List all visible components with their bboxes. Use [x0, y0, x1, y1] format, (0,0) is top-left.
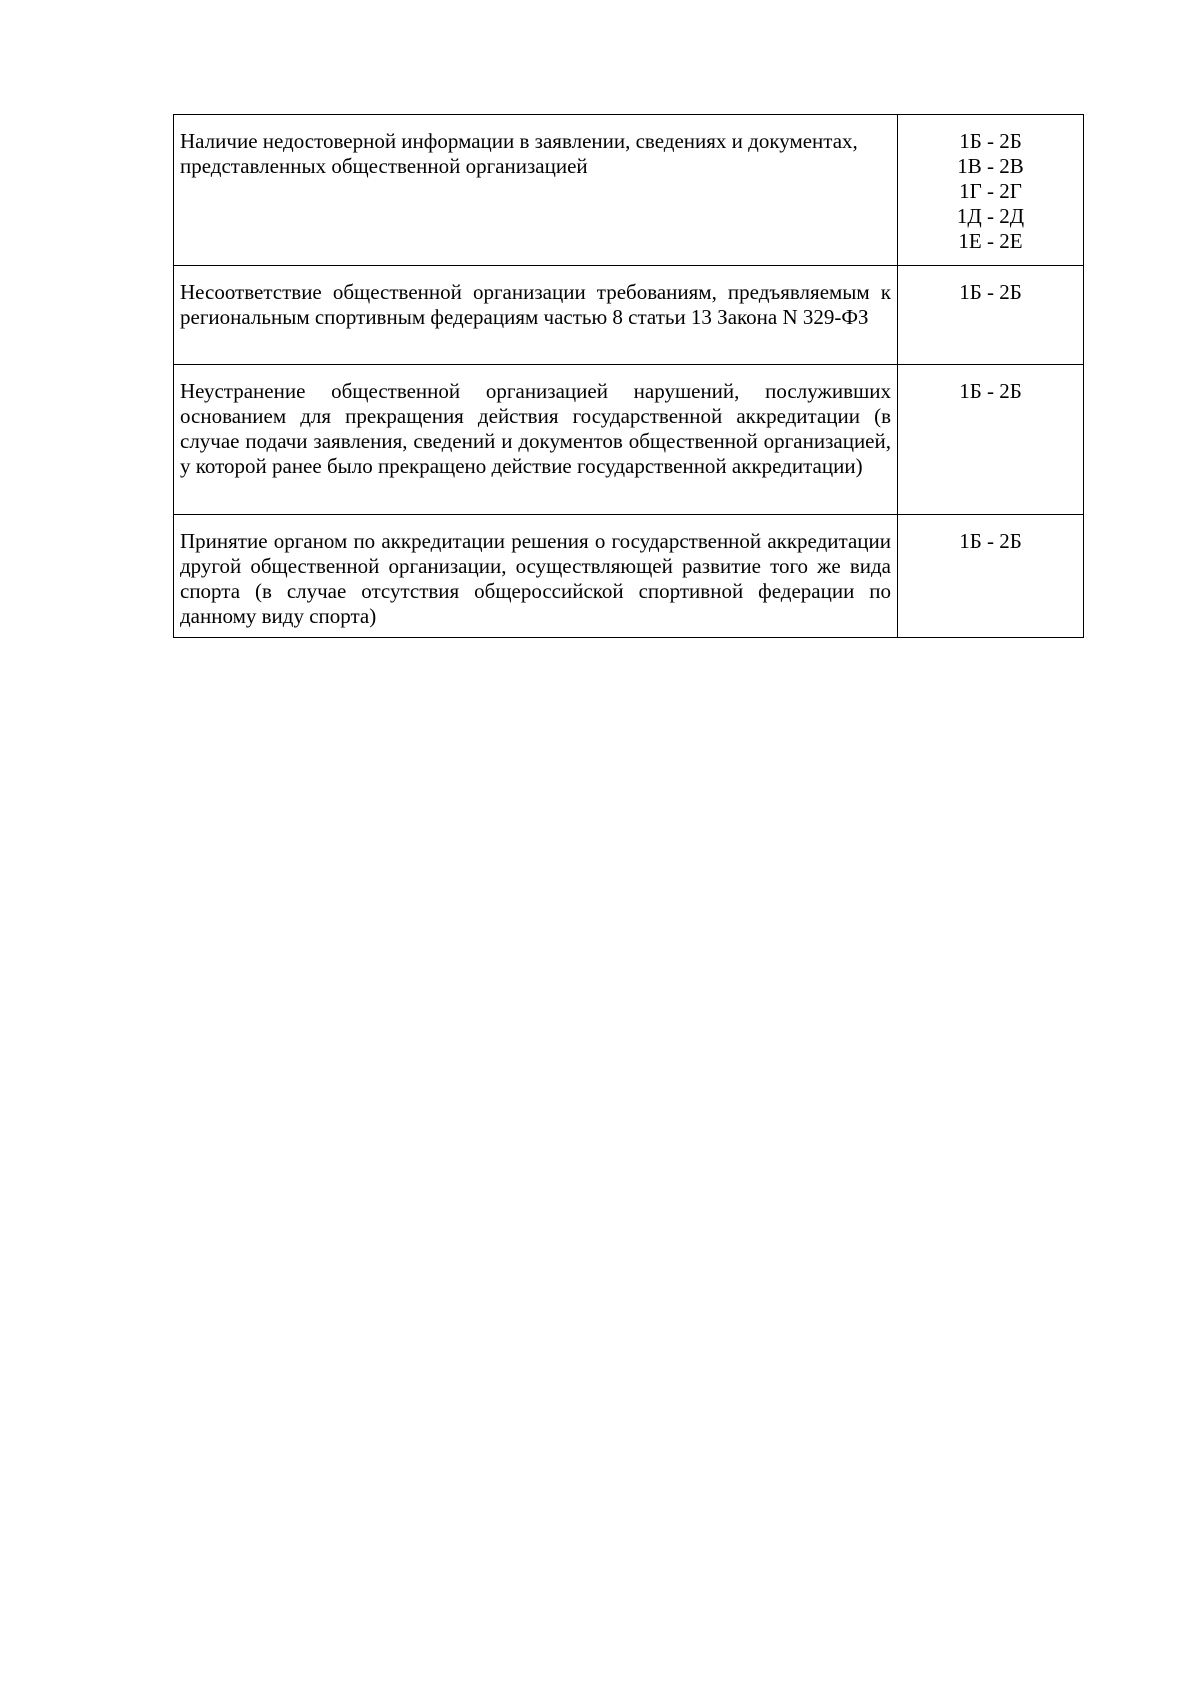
table-row [174, 266, 1084, 365]
reason-cell: Наличие недостоверной информации в заявлении, сведениях и документах, представленных общественной организацией [174, 115, 898, 266]
table-row [174, 115, 1084, 266]
code-cell [898, 515, 1084, 638]
table-row [174, 365, 1084, 515]
code-cell [898, 266, 1084, 365]
code-label: 1Б - 2Б [959, 529, 1022, 553]
code-label: 1Д - 2Д [956, 204, 1025, 228]
reason-cell: Несоответствие общественной организации требованиям, предъявляемым к региональным спортивным федерациям частью 8 статьи 13 Закона N 329-ФЗ [174, 266, 898, 365]
code-label: 1Б - 2Б [959, 280, 1022, 304]
reason-cell: Неустранение общественной организацией нарушений, послуживших основанием для прекращения действия государственной аккредитации (в случае подачи заявления, сведений и документов общественной организацией, у которой ранее было прекращено действие государственной аккредитации) [174, 365, 898, 515]
code-label: 1Е - 2Е [958, 229, 1023, 253]
code-label: 1В - 2В [957, 154, 1024, 178]
refusal-grounds-table [173, 114, 1084, 638]
code-label: 1Г - 2Г [959, 179, 1022, 203]
code-label: 1Б - 2Б [959, 129, 1022, 153]
code-cell [898, 115, 1084, 266]
table-row [174, 515, 1084, 638]
code-label: 1Б - 2Б [959, 379, 1022, 403]
code-cell [898, 365, 1084, 515]
reason-cell: Принятие органом по аккредитации решения о государственной аккредитации другой общественной организации, осуществляющей развитие того же вида спорта (в случае отсутствия общероссийской спортивной федерации по данному виду спорта) [174, 515, 898, 638]
